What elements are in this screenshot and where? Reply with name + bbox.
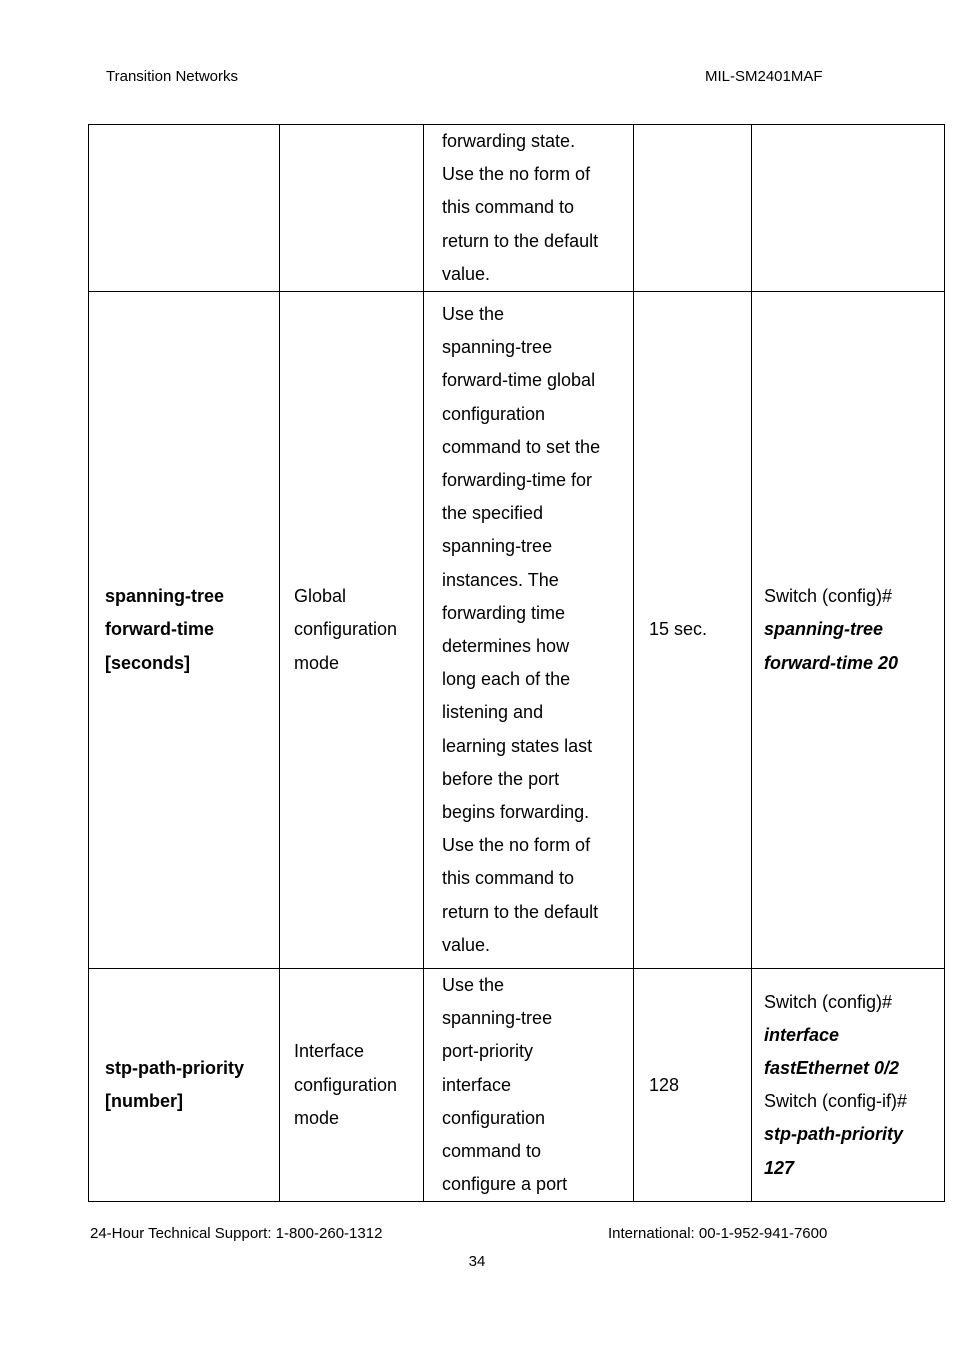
footer-support: 24-Hour Technical Support: 1-800-260-1312 [90, 1225, 383, 1242]
example-line: 127 [764, 1157, 795, 1178]
description-line: determines how [442, 636, 570, 657]
command-line: [seconds] [105, 652, 191, 673]
mode-line: mode [294, 1107, 340, 1128]
description-line: command to [442, 1141, 542, 1162]
default-value: 15 sec. [649, 619, 708, 640]
mode-cell [280, 969, 424, 1202]
example-line: spanning-tree [764, 619, 884, 640]
example-cell [752, 125, 945, 292]
example-line: Switch (config-if)# [764, 1091, 908, 1112]
description-cell [424, 292, 634, 969]
table-row [89, 125, 945, 292]
example-line: interface [764, 1024, 840, 1045]
mode-line: Interface [294, 1041, 365, 1062]
command-line: spanning-tree [105, 586, 225, 607]
header-model: MIL-SM2401MAF [705, 68, 823, 85]
description-line: configuration [442, 403, 546, 424]
command-line: forward-time [105, 619, 215, 640]
description-line: Use the no form of [442, 835, 591, 856]
default-cell [634, 969, 752, 1202]
description-line: interface [442, 1074, 512, 1095]
default-value: 128 [649, 1074, 680, 1095]
mode-line: mode [294, 652, 340, 673]
mode-cell [280, 125, 424, 292]
header-company: Transition Networks [106, 68, 238, 85]
mode-cell [280, 292, 424, 969]
mode-line: configuration [294, 1074, 398, 1095]
mode-line: configuration [294, 619, 398, 640]
description-line: configuration [442, 1107, 546, 1128]
command-table [88, 124, 945, 1202]
command-cell [89, 969, 280, 1202]
description-line: value. [442, 263, 491, 284]
description-line: return to the default [442, 230, 599, 251]
description-line: before the port [442, 768, 560, 789]
description-line: spanning-tree [442, 1008, 553, 1029]
command-line: [number] [105, 1091, 183, 1112]
description-line: this command to [442, 197, 575, 218]
description-line: port-priority [442, 1041, 534, 1062]
command-line: stp-path-priority [105, 1058, 244, 1079]
description-line: forwarding state. [442, 131, 576, 151]
command-cell [89, 125, 280, 292]
example-line: forward-time 20 [764, 652, 899, 673]
description-line: the specified [442, 503, 544, 524]
page-number: 34 [468, 1253, 486, 1270]
example-cell [752, 292, 945, 969]
description-line: this command to [442, 868, 575, 889]
example-cell [752, 969, 945, 1202]
description-line: long each of the [442, 669, 571, 690]
footer-international: International: 00-1-952-941-7600 [608, 1225, 828, 1242]
table-row [89, 969, 945, 1202]
description-cell [424, 125, 634, 292]
description-line: return to the default [442, 901, 599, 922]
description-line: Use the no form of [442, 164, 591, 185]
default-cell [634, 125, 752, 292]
example-line: stp-path-priority [764, 1124, 903, 1145]
description-line: forward-time global [442, 370, 596, 391]
description-line: begins forwarding. [442, 802, 590, 823]
description-line: spanning-tree [442, 536, 553, 557]
description-line: forwarding time [442, 602, 566, 623]
description-line: configure a port [442, 1174, 568, 1195]
table-row [89, 292, 945, 969]
example-line: Switch (config)# [764, 586, 893, 607]
description-cell [424, 969, 634, 1202]
description-line: spanning-tree [442, 337, 553, 358]
description-line: listening and [442, 702, 544, 723]
description-line: forwarding-time for [442, 470, 593, 490]
description-line: Use the [442, 303, 505, 324]
description-line: instances. The [442, 569, 559, 590]
mode-line: Global [294, 586, 347, 607]
example-line: fastEthernet 0/2 [764, 1058, 900, 1079]
example-line: Switch (config)# [764, 991, 893, 1012]
description-line: command to set the [442, 436, 601, 457]
description-line: value. [442, 934, 491, 955]
description-line: Use the [442, 975, 505, 996]
command-cell [89, 292, 280, 969]
default-cell [634, 292, 752, 969]
description-line: learning states last [442, 735, 593, 756]
